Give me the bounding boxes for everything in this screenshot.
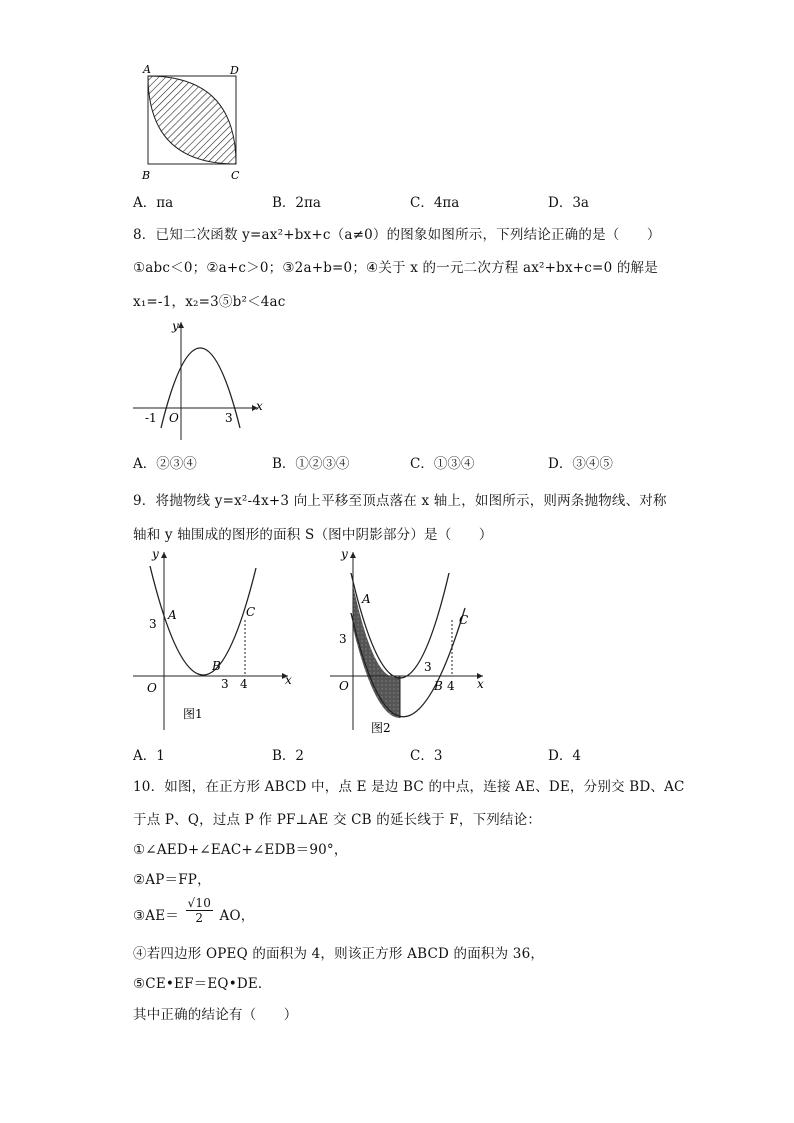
- q7-label-b: B: [142, 169, 151, 182]
- q8-axis-x: x: [256, 399, 263, 413]
- q8-stem: 8．已知二次函数 y=ax²+bx+c（a≠0）的图象如图所示，下列结论正确的是（ ）: [133, 227, 661, 243]
- q10-c3-fraction: [186, 896, 214, 925]
- q9-option-b: B．2: [272, 748, 305, 764]
- q7-option-d: D．3a: [548, 195, 589, 211]
- q9-fig1-origin: O: [147, 681, 157, 695]
- q8-tick-3: 3: [225, 411, 233, 425]
- q9-figure-1: [128, 548, 308, 736]
- q9-fig1-label-b: B: [212, 659, 221, 673]
- q9-fig2-tick-3x: 3: [424, 660, 432, 674]
- q9-stem: 9．将抛物线 y=x²-4x+3 向上平移至顶点落在 x 轴上，如图所示，则两条抛物线、对称: [133, 493, 667, 509]
- q9-fig2-tick-4: 4: [447, 679, 455, 693]
- q9-fig1-axis-y: y: [152, 548, 159, 561]
- q10-stem-1: 10．如图，在正方形 ABCD 中，点 E 是边 BC 的中点，连接 AE、DE，分别交 BD、AC: [133, 779, 685, 795]
- q10-conclusion-1: ①∠AED+∠EAC+∠EDB＝90°，: [133, 842, 348, 858]
- q7-option-a: A．πa: [133, 195, 174, 211]
- q9-stem-2: 轴和 y 轴围成的图形的面积 S（图中阴影部分）是（ ）: [133, 527, 493, 543]
- q8-axis-y: y: [172, 319, 179, 333]
- q9-fig2-axis-y: y: [341, 548, 348, 561]
- q9-fig2-label-b: B: [434, 679, 443, 693]
- q10-c3-denominator: 2: [195, 911, 204, 925]
- q10-conclusion-3: [133, 896, 254, 936]
- q7-label-c: C: [231, 169, 240, 182]
- q7-label-a: A: [143, 63, 151, 76]
- q10-conclusion-5: ⑤CE•EF＝EQ•DE．: [133, 976, 272, 992]
- q8-tick-minus1: -1: [145, 411, 157, 425]
- q9-fig2-caption: 图2: [371, 721, 391, 735]
- q7-square-figure: [138, 62, 248, 182]
- q8-parabola-figure: [128, 318, 268, 444]
- q10-c3-suffix: AO，: [219, 908, 255, 924]
- q8-option-b: B．①②③④: [272, 456, 350, 472]
- q9-fig2-label-c: C: [459, 613, 469, 627]
- q9-fig1-caption: 图1: [183, 707, 203, 721]
- q10-c3-prefix: ③AE＝: [133, 908, 180, 924]
- q9-fig1-tick-3y: 3: [149, 617, 157, 631]
- q8-option-c: C．①③④: [410, 456, 475, 472]
- q8-option-a: A．②③④: [133, 456, 197, 472]
- q8-origin: O: [169, 411, 179, 425]
- q10-c3-numerator: √10: [187, 896, 212, 910]
- q9-fig1-tick-3x: 3: [221, 677, 229, 691]
- q9-fig1-tick-4: 4: [240, 677, 248, 691]
- q10-tail: 其中正确的结论有（ ）: [133, 1007, 298, 1023]
- q9-option-c: C．3: [410, 748, 443, 764]
- q9-fig1-axis-x: x: [285, 673, 292, 687]
- q7-option-b: B．2πa: [272, 195, 321, 211]
- q9-option-a: A．1: [133, 748, 165, 764]
- q10-conclusion-2: ②AP＝FP，: [133, 872, 211, 888]
- q9-fig2-origin: O: [339, 679, 349, 693]
- q8-conditions-2: x₁=-1，x₂=3⑤b²＜4ac: [133, 294, 286, 310]
- q7-option-c: C．4πa: [410, 195, 460, 211]
- q9-fig1-label-c: C: [246, 605, 256, 619]
- q8-option-d: D．③④⑤: [548, 456, 613, 472]
- q9-fig2-label-a: A: [362, 592, 371, 606]
- q9-fig2-axis-x: x: [477, 677, 484, 691]
- q9-fig1-label-a: A: [168, 608, 177, 622]
- q7-label-d: D: [230, 64, 239, 77]
- q9-figure-2: [325, 548, 495, 736]
- q8-conditions: ①abc＜0；②a+c＞0；③2a+b=0；④关于 x 的一元二次方程 ax²+bx+c=0 的解是: [133, 260, 658, 276]
- q9-option-d: D．4: [548, 748, 581, 764]
- q9-fig2-tick-3y: 3: [339, 632, 347, 646]
- q10-stem-2: 于点 P、Q，过点 P 作 PF⊥AE 交 CB 的延长线于 F，下列结论：: [133, 812, 542, 828]
- q10-conclusion-4: ④若四边形 OPEQ 的面积为 4，则该正方形 ABCD 的面积为 36，: [133, 946, 545, 962]
